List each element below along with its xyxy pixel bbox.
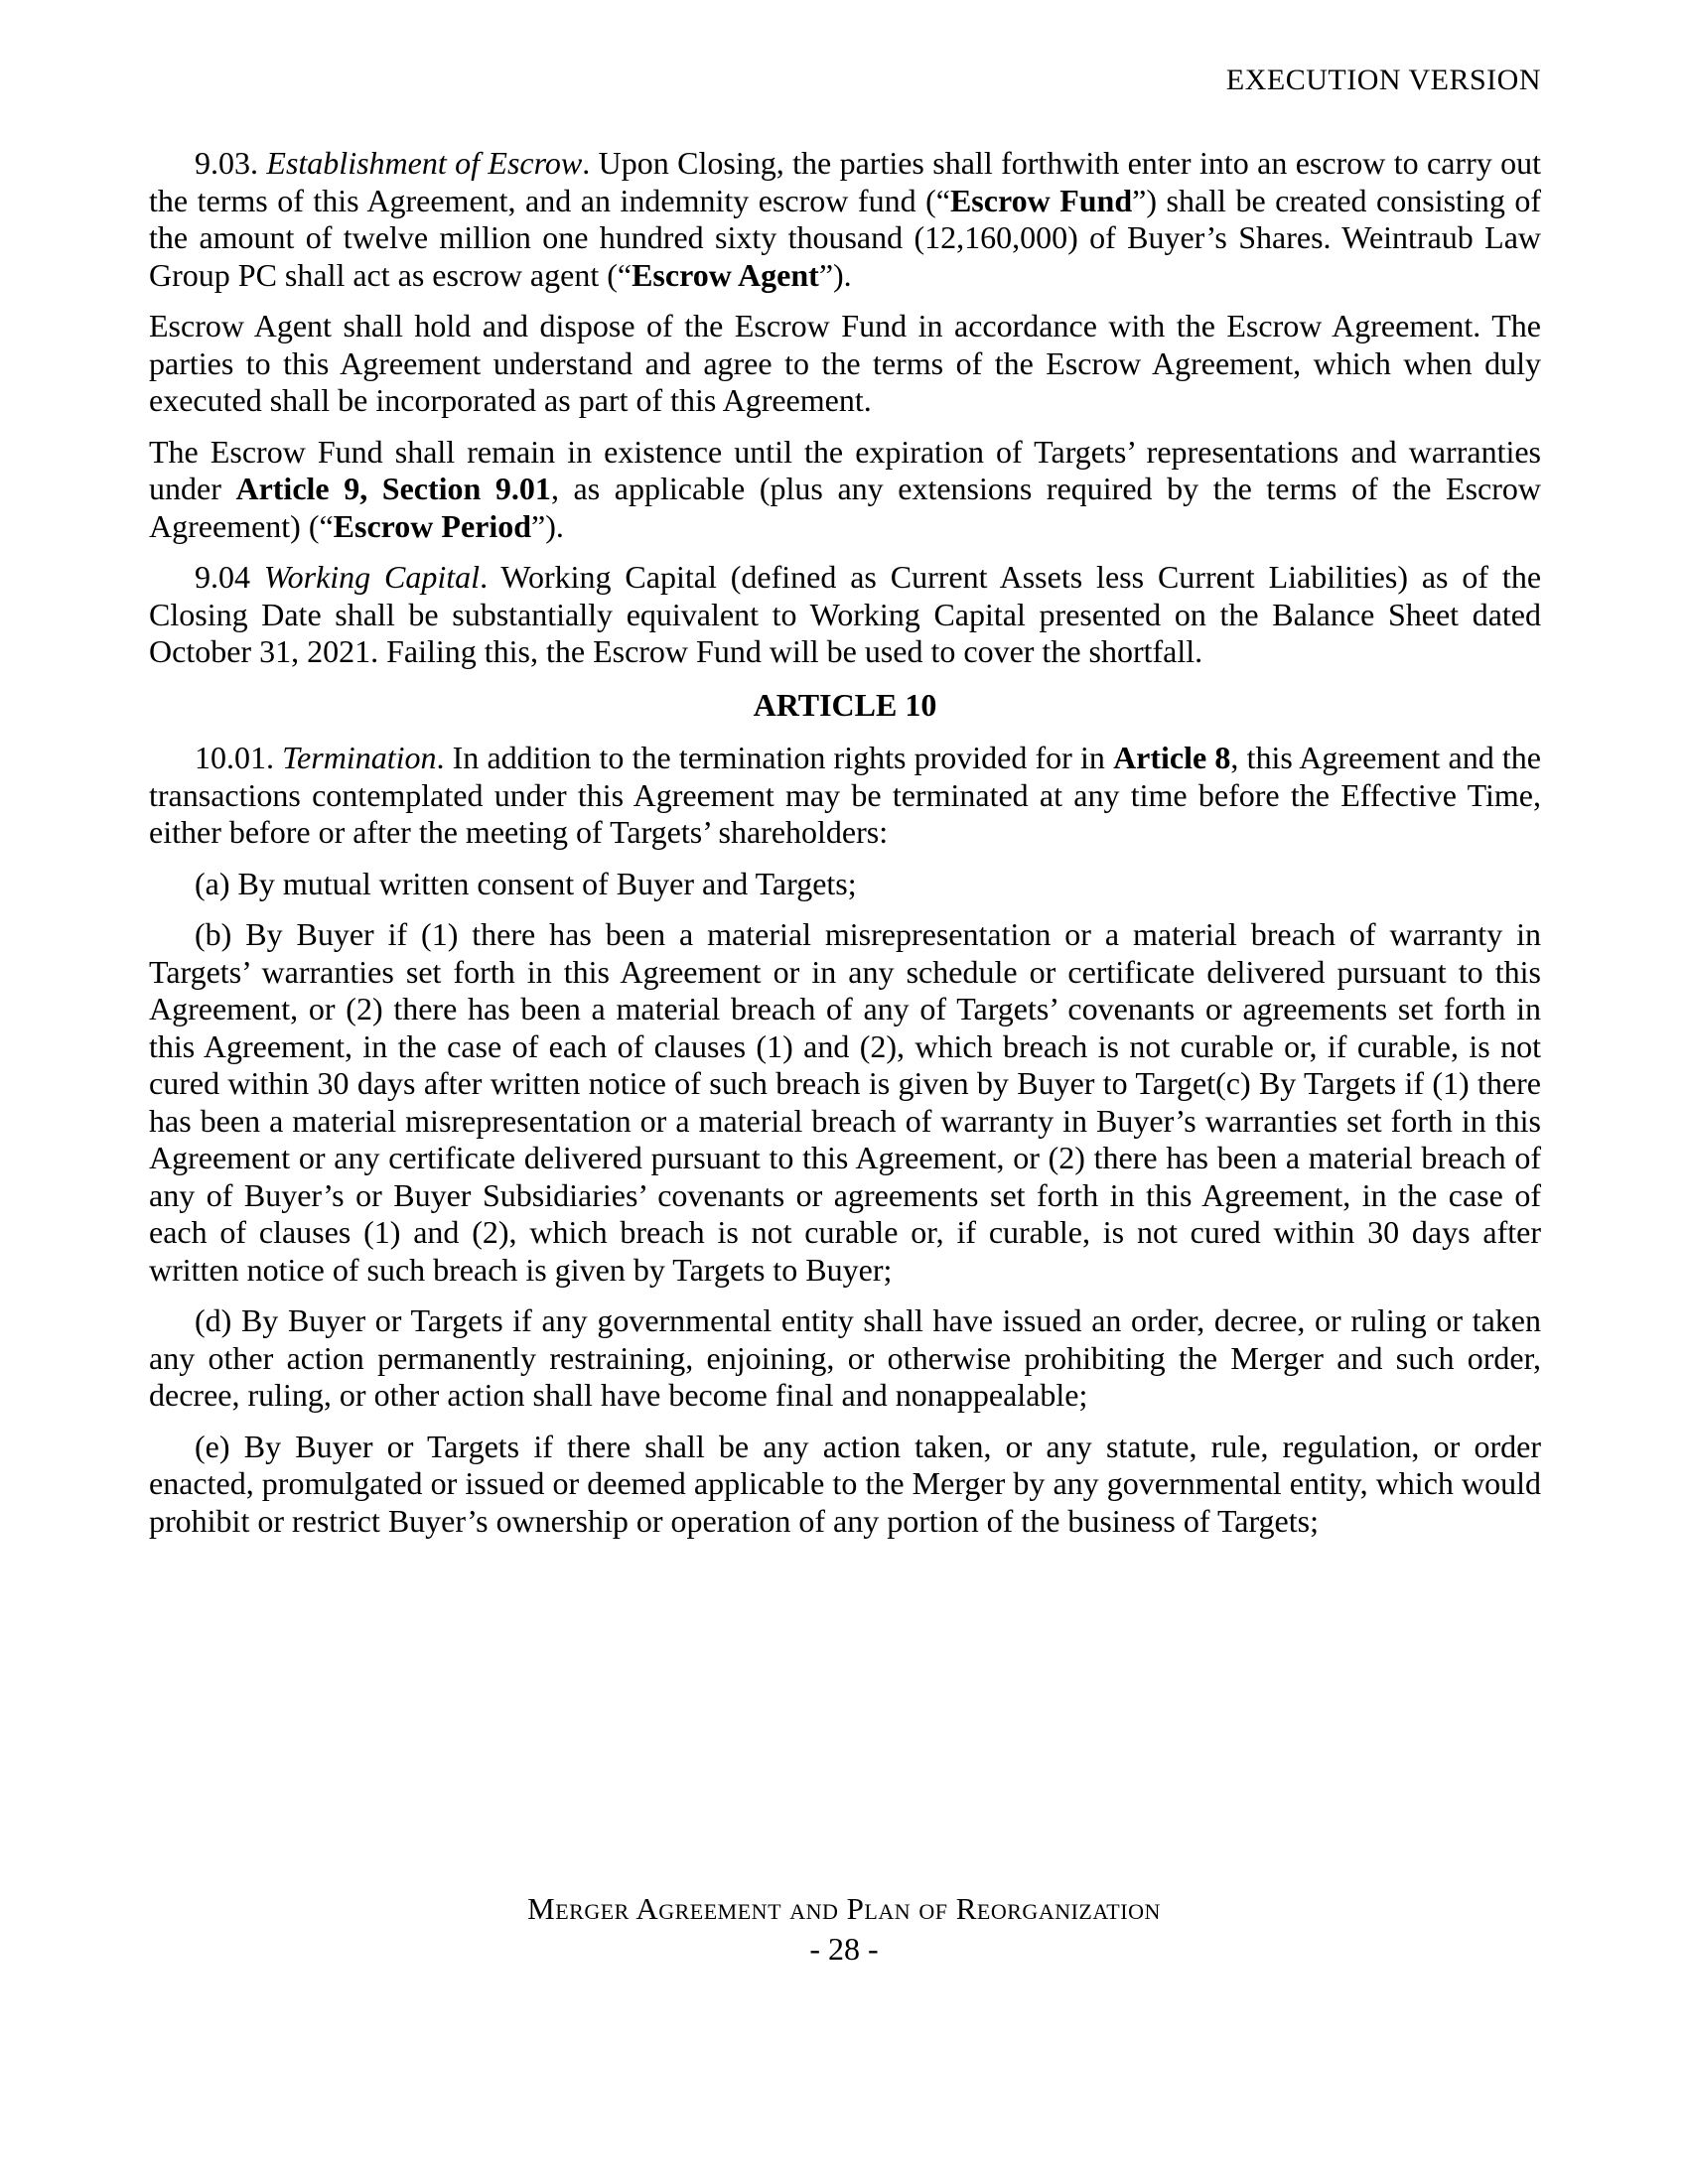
execution-version-label: EXECUTION VERSION [1225, 64, 1541, 96]
footer-document-title: Merger Agreement and Plan of Reorganization [527, 1891, 1161, 1926]
page-number: - 28 - [809, 1931, 879, 1967]
document-body [149, 145, 1541, 1540]
para-escrow-agent-hold: Escrow Agent shall hold and dispose of the Escrow Fund in accordance with the Escrow Agreement. The parties to this Agreement understand and agree to the terms of the Escrow Agreement, which when duly executed shall be incorporated as part of this Agreement. [149, 308, 1541, 418]
heading-article-10: ARTICLE 10 [753, 686, 937, 723]
para-item-a: (a) By mutual written consent of Buyer and Targets; [195, 865, 857, 901]
para-10-01-termination: 10.01. Termination. In addition to the termination rights provided for in Article 8, this Agreement and the transactions contemplated under this Agreement may be terminated at any time before the Effective Time, either before or after the meeting of Targets’ shareholders: [149, 740, 1541, 850]
para-item-d: (d) By Buyer or Targets if any governmental entity shall have issued an order, decree, or ruling or taken any other action permanently restraining, enjoining, or otherwise prohibiting the Merger and such order, decree, ruling, or other action shall have become final and nonappealable; [149, 1302, 1541, 1413]
document-header [149, 64, 1541, 97]
para-9-03-establishment-of-escrow: 9.03. Establishment of Escrow. Upon Closing, the parties shall forthwith enter into an escrow to carry out the terms of this Agreement, and an indemnity escrow fund (“Escrow Fund”) shall be created consisting of the amount of twelve million one hundred sixty thousand (12,160,000) of Buyer’s Shares. Weintraub Law Group PC shall act as escrow agent (“Escrow Agent”). [149, 145, 1542, 293]
document-footer [0, 1891, 1688, 1967]
para-item-b-c: (b) By Buyer if (1) there has been a material misrepresentation or a material breach of warranty in Targets’ warranties set forth in this Agreement or in any schedule or certificate delivered pursuant to this Agreement, or (2) there has been a material breach of any of Targets’ covenants or agreements set forth in this Agreement, in the case of each of clauses (1) and (2), which breach is not curable or, if curable, is not cured within 30 days after written notice of such breach is given by Buyer to Target(c) By Targets if (1) there has been a material misrepresentation or a material breach of warranty in Buyer’s warranties set forth in this Agreement or any certificate delivered pursuant to this Agreement, or (2) there has been a material breach of any of Buyer’s or Buyer Subsidiaries’ covenants or agreements set forth in this Agreement, in the case of each of clauses (1) and (2), which breach is not curable or, if curable, is not cured within 30 days after written notice of such breach is given by Targets to Buyer; [149, 916, 1541, 1288]
para-9-04-working-capital: 9.04 Working Capital. Working Capital (defined as Current Assets less Current Liabilities) as of the Closing Date shall be substantially equivalent to Working Capital presented on the Balance Sheet dated October 31, 2021. Failing this, the Escrow Fund will be used to cover the shortfall. [149, 559, 1542, 669]
para-escrow-fund-existence: The Escrow Fund shall remain in existence until the expiration of Targets’ representations and warranties under Article 9, Section 9.01, as applicable (plus any extensions required by the terms of the Escrow Agreement) (“Escrow Period”). [149, 433, 1542, 544]
para-item-e: (e) By Buyer or Targets if there shall be any action taken, or any statute, rule, regulation, or order enacted, promulgated or issued or deemed applicable to the Merger by any governmental entity, which would prohibit or restrict Buyer’s ownership or operation of any portion of the business of Targets; [149, 1428, 1541, 1539]
